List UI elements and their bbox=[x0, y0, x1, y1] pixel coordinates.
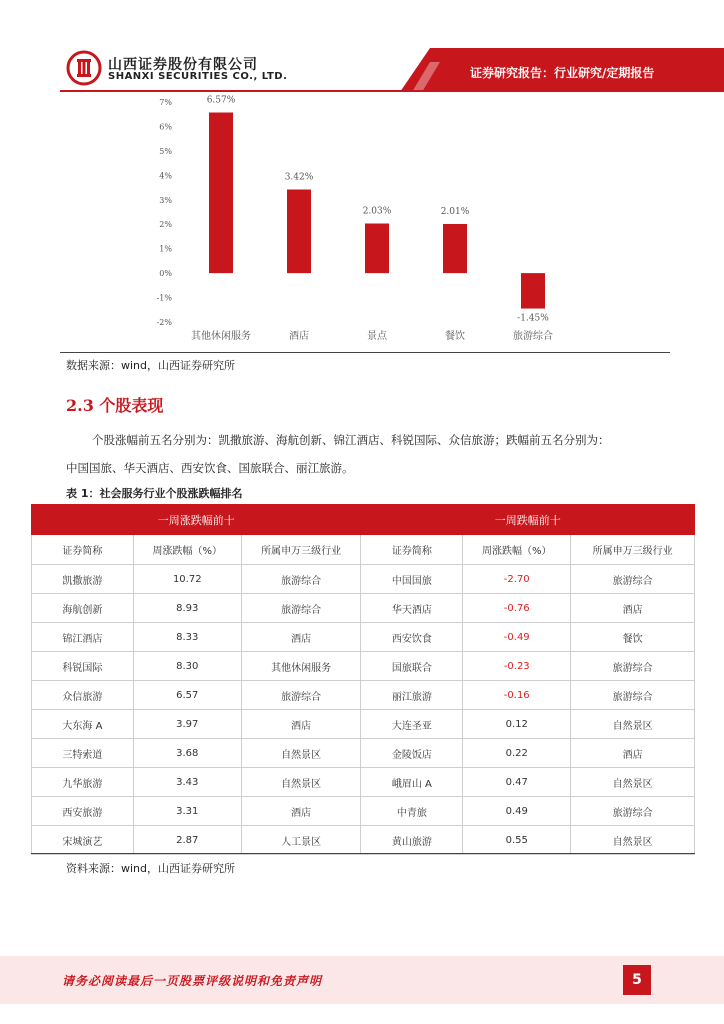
table-bottom-rule bbox=[31, 853, 695, 854]
table-cell: 3.97 bbox=[133, 710, 241, 739]
bar-data-label: 2.01% bbox=[440, 206, 470, 217]
table-cell: 丽江旅游 bbox=[361, 681, 463, 710]
table-cell: 自然景区 bbox=[571, 768, 695, 797]
bar-data-label: -1.45% bbox=[517, 313, 549, 324]
page-number: 5 bbox=[623, 965, 651, 995]
right-group-header: 一周跌幅前十 bbox=[361, 505, 695, 535]
table-row bbox=[32, 768, 695, 797]
table-row bbox=[32, 681, 695, 710]
disclaimer-text: 请务必阅读最后一页股票评级说明和免责声明 bbox=[62, 974, 323, 988]
table-cell: 0.55 bbox=[463, 826, 571, 855]
table-cell: -0.23 bbox=[463, 652, 571, 681]
table-cell: -0.49 bbox=[463, 623, 571, 652]
table-cell: 中国国旅 bbox=[361, 565, 463, 594]
table-cell: 其他休闲服务 bbox=[241, 652, 361, 681]
table-cell: -0.16 bbox=[463, 681, 571, 710]
category-label: 旅游综合 bbox=[513, 331, 553, 342]
bar bbox=[365, 223, 389, 273]
table-cell: 大连圣亚 bbox=[361, 710, 463, 739]
category-label: 餐饮 bbox=[445, 331, 465, 342]
y-tick-label: 3% bbox=[159, 195, 172, 205]
column-header-row bbox=[32, 535, 695, 565]
table-cell: 3.31 bbox=[133, 797, 241, 826]
table-row bbox=[32, 652, 695, 681]
table-cell: 自然景区 bbox=[571, 710, 695, 739]
table-cell: -0.76 bbox=[463, 594, 571, 623]
table-cell: 0.47 bbox=[463, 768, 571, 797]
category-label: 酒店 bbox=[289, 331, 309, 342]
industry-return-bar-chart bbox=[148, 92, 578, 352]
paragraph-text-1: 个股涨幅前五名分别为：凯撒旅游、海航创新、锦江酒店、科锐国际、众信旅游；跌幅前五名分别为： bbox=[92, 433, 610, 447]
bar bbox=[521, 273, 545, 308]
bar bbox=[287, 190, 311, 274]
table-cell: 黄山旅游 bbox=[361, 826, 463, 855]
table-cell: 10.72 bbox=[133, 565, 241, 594]
table-cell: 华天酒店 bbox=[361, 594, 463, 623]
table-cell: 旅游综合 bbox=[571, 797, 695, 826]
column-header: 所属申万三级行业 bbox=[571, 535, 695, 565]
table-cell: 凯撒旅游 bbox=[32, 565, 134, 594]
column-header: 所属申万三级行业 bbox=[241, 535, 361, 565]
paragraph-line-1 bbox=[66, 427, 666, 453]
company-name-en: SHANXI SECURITIES CO., LTD. bbox=[108, 71, 288, 82]
chart-bottom-rule bbox=[60, 352, 670, 353]
table-cell: 酒店 bbox=[241, 710, 361, 739]
table-cell: 海航创新 bbox=[32, 594, 134, 623]
table-cell: 西安旅游 bbox=[32, 797, 134, 826]
bar bbox=[209, 113, 233, 274]
table-cell: 人工景区 bbox=[241, 826, 361, 855]
column-header: 证券简称 bbox=[32, 535, 134, 565]
table-cell: 西安饮食 bbox=[361, 623, 463, 652]
table-cell: 酒店 bbox=[571, 739, 695, 768]
y-tick-label: 7% bbox=[159, 98, 172, 107]
bar bbox=[443, 224, 467, 273]
y-tick-label: 6% bbox=[159, 122, 172, 132]
table-row bbox=[32, 623, 695, 652]
table-caption: 表 1：社会服务行业个股涨跌幅排名 bbox=[66, 487, 243, 500]
table-cell: 酒店 bbox=[241, 623, 361, 652]
stock-ranking-table bbox=[31, 504, 695, 855]
column-header: 周涨跌幅（%） bbox=[463, 535, 571, 565]
table-cell: 旅游综合 bbox=[241, 565, 361, 594]
category-label: 其他休闲服务 bbox=[191, 331, 251, 342]
table-cell: 峨眉山 A bbox=[361, 768, 463, 797]
y-tick-label: -1% bbox=[156, 293, 172, 303]
table-cell: 2.87 bbox=[133, 826, 241, 855]
table-row bbox=[32, 797, 695, 826]
y-tick-label: 0% bbox=[159, 269, 172, 279]
table-cell: 旅游综合 bbox=[571, 652, 695, 681]
table-cell: -2.70 bbox=[463, 565, 571, 594]
column-header: 周涨跌幅（%） bbox=[133, 535, 241, 565]
table-cell: 宋城演艺 bbox=[32, 826, 134, 855]
table-cell: 国旅联合 bbox=[361, 652, 463, 681]
table-cell: 众信旅游 bbox=[32, 681, 134, 710]
table-cell: 6.57 bbox=[133, 681, 241, 710]
table-row bbox=[32, 594, 695, 623]
company-name-cn: 山西证券股份有限公司 bbox=[108, 57, 258, 73]
table-source: 资料来源：wind，山西证券研究所 bbox=[66, 862, 236, 875]
y-tick-label: 1% bbox=[159, 244, 172, 254]
table-body bbox=[32, 565, 695, 855]
table-row bbox=[32, 565, 695, 594]
column-header: 证券简称 bbox=[361, 535, 463, 565]
table-cell: 旅游综合 bbox=[241, 681, 361, 710]
chart-source: 数据来源：wind，山西证券研究所 bbox=[66, 359, 236, 372]
table-cell: 旅游综合 bbox=[571, 681, 695, 710]
table-row bbox=[32, 710, 695, 739]
y-tick-label: 4% bbox=[159, 171, 172, 181]
table-cell: 8.33 bbox=[133, 623, 241, 652]
y-tick-label: -2% bbox=[156, 318, 172, 327]
table-cell: 3.68 bbox=[133, 739, 241, 768]
report-type-label: 证券研究报告：行业研究/定期报告 bbox=[470, 66, 655, 80]
table-cell: 科锐国际 bbox=[32, 652, 134, 681]
table-cell: 0.22 bbox=[463, 739, 571, 768]
table-cell: 旅游综合 bbox=[241, 594, 361, 623]
y-tick-label: 2% bbox=[159, 220, 172, 230]
table-cell: 3.43 bbox=[133, 768, 241, 797]
table-cell: 0.49 bbox=[463, 797, 571, 826]
table-cell: 餐饮 bbox=[571, 623, 695, 652]
table-cell: 九华旅游 bbox=[32, 768, 134, 797]
table-cell: 8.30 bbox=[133, 652, 241, 681]
category-label: 景点 bbox=[367, 331, 387, 342]
table-cell: 旅游综合 bbox=[571, 565, 695, 594]
table-cell: 0.12 bbox=[463, 710, 571, 739]
table-cell: 自然景区 bbox=[571, 826, 695, 855]
table-cell: 酒店 bbox=[241, 797, 361, 826]
paragraph-line-2: 中国国旅、华天酒店、西安饮食、国旅联合、丽江旅游。 bbox=[66, 461, 354, 475]
table-cell: 中青旅 bbox=[361, 797, 463, 826]
bar-data-label: 6.57% bbox=[206, 95, 236, 106]
table-cell: 金陵饭店 bbox=[361, 739, 463, 768]
table-cell: 大东海 A bbox=[32, 710, 134, 739]
section-title: 2.3 个股表现 bbox=[66, 396, 164, 415]
table-cell: 自然景区 bbox=[241, 739, 361, 768]
page-header bbox=[0, 0, 724, 92]
left-group-header: 一周涨跌幅前十 bbox=[32, 505, 361, 535]
table-cell: 锦江酒店 bbox=[32, 623, 134, 652]
bar-data-label: 2.03% bbox=[362, 206, 392, 217]
table-row bbox=[32, 739, 695, 768]
table-cell: 自然景区 bbox=[241, 768, 361, 797]
table-cell: 8.93 bbox=[133, 594, 241, 623]
bar-data-label: 3.42% bbox=[284, 172, 314, 183]
table-row bbox=[32, 826, 695, 855]
table-cell: 三特索道 bbox=[32, 739, 134, 768]
page-footer bbox=[0, 956, 724, 1004]
y-tick-label: 5% bbox=[159, 146, 172, 156]
table-cell: 酒店 bbox=[571, 594, 695, 623]
company-logo-icon bbox=[66, 50, 102, 86]
